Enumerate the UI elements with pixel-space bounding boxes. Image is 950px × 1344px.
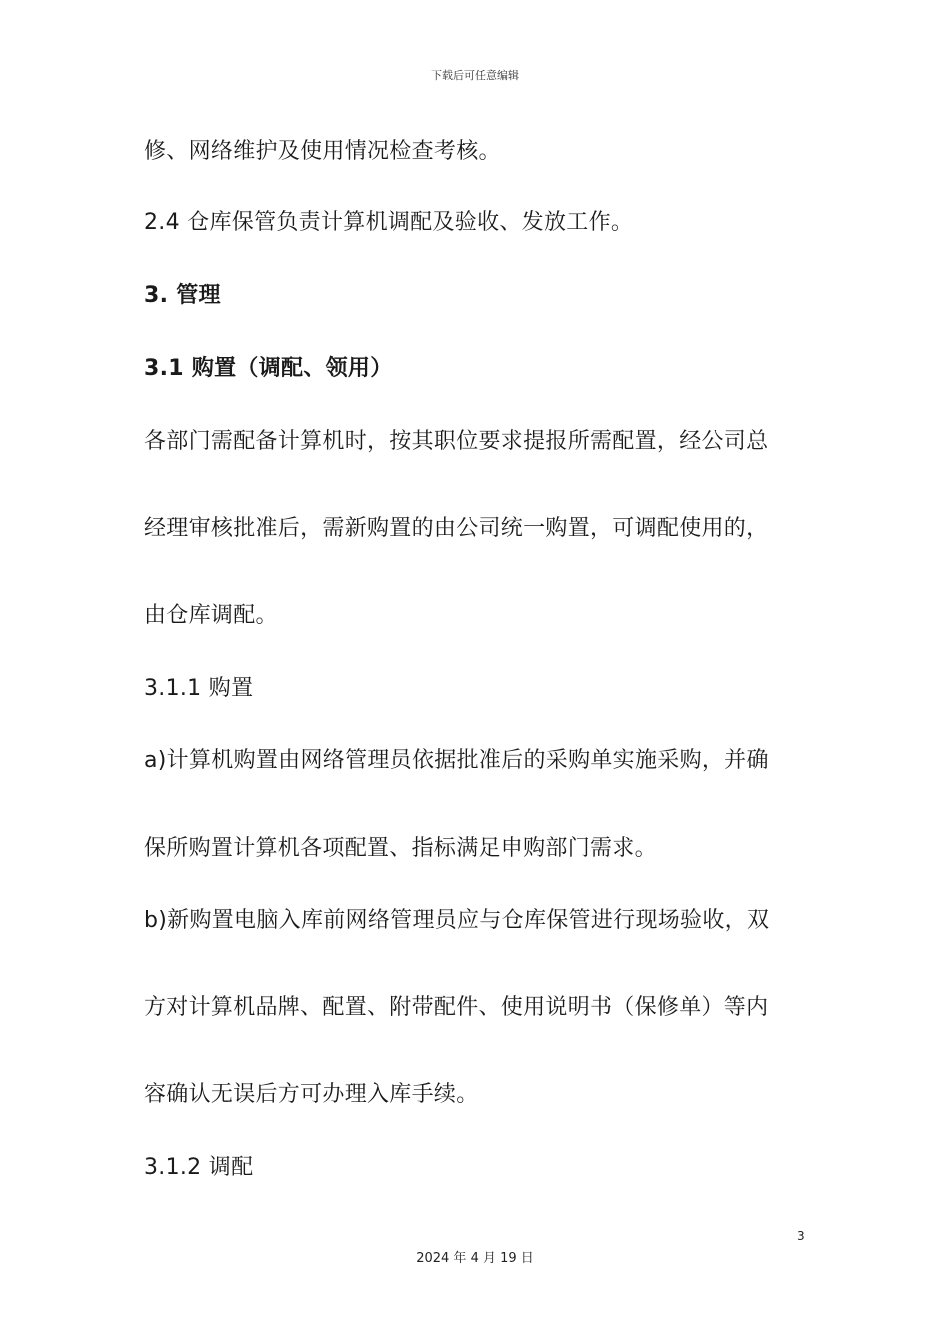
- paragraph-line: 保所购置计算机各项配置、指标满足申购部门需求。: [144, 836, 657, 861]
- paragraph-line: 经理审核批准后，需新购置的由公司统一购置，可调配使用的，: [144, 516, 769, 541]
- subsubsection-heading: 3.1.2 调配: [144, 1155, 254, 1180]
- paragraph-line: 方对计算机品牌、配置、附带配件、使用说明书（保修单）等内: [144, 995, 769, 1020]
- paragraph-line: 2.4 仓库保管负责计算机调配及验收、发放工作。: [144, 210, 634, 235]
- page-header: 下载后可任意编辑: [431, 69, 519, 82]
- footer-date: 2024 年 4 月 19 日: [416, 1251, 534, 1266]
- paragraph-line: 由仓库调配。: [144, 603, 278, 628]
- paragraph-line: 修、网络维护及使用情况检查考核。: [144, 139, 501, 164]
- paragraph-line: 容确认无误后方可办理入库手续。: [144, 1082, 479, 1107]
- page-number: 3: [797, 1229, 805, 1243]
- subsubsection-heading: 3.1.1 购置: [144, 676, 254, 701]
- paragraph-line: b)新购置电脑入库前网络管理员应与仓库保管进行现场验收，双: [144, 908, 770, 933]
- paragraph-line: 各部门需配备计算机时，按其职位要求提报所需配置，经公司总: [144, 429, 769, 454]
- section-heading: 3. 管理: [144, 283, 221, 308]
- subsection-heading: 3.1 购置（调配、领用）: [144, 356, 393, 381]
- paragraph-line: a)计算机购置由网络管理员依据批准后的采购单实施采购，并确: [144, 748, 769, 773]
